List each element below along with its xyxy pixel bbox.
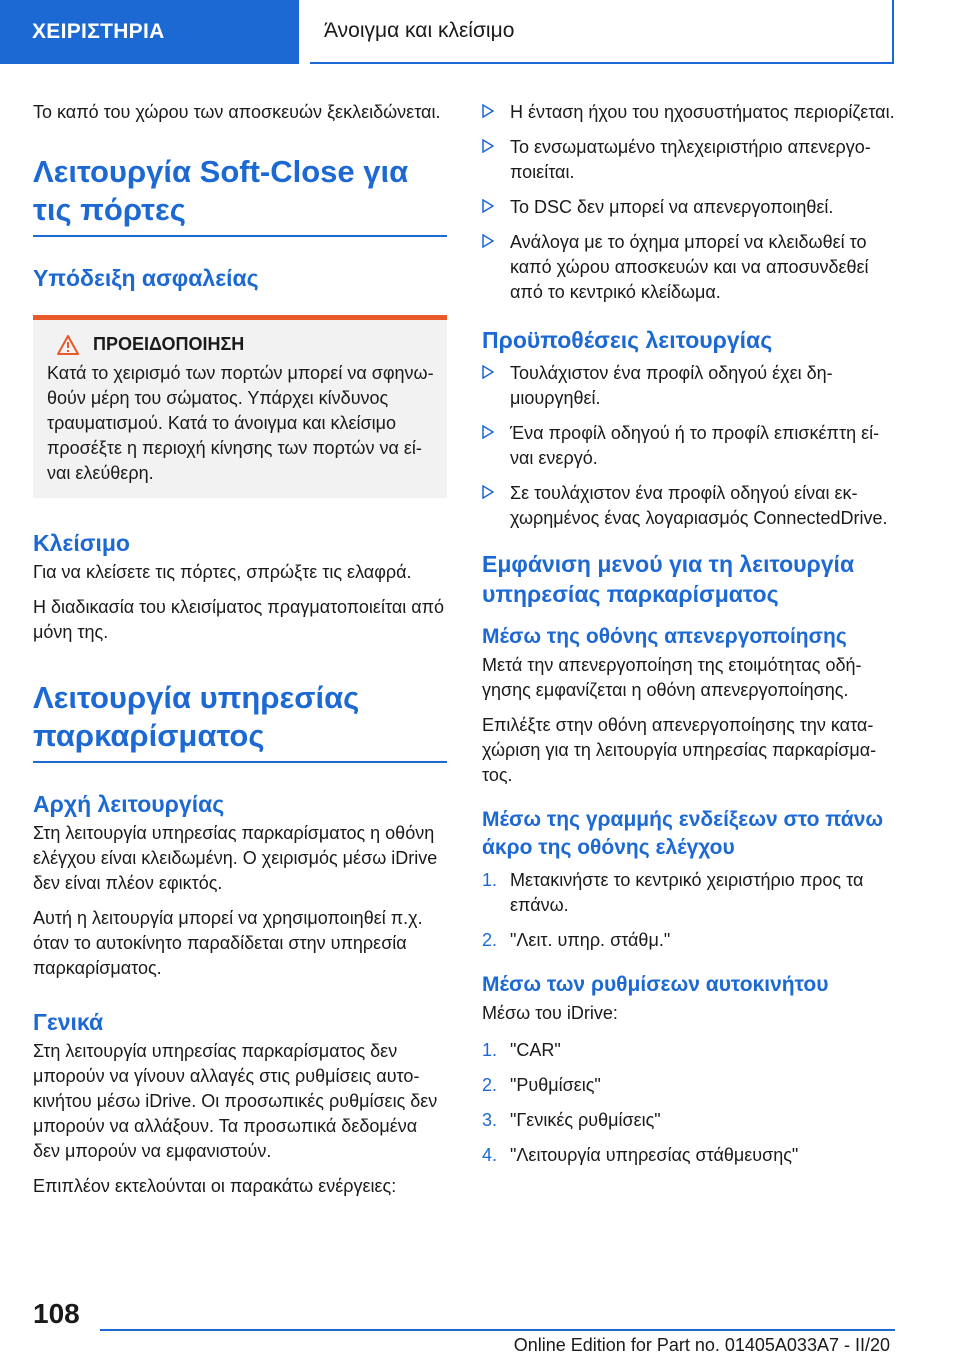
- list-item-text: Το DSC δεν μπορεί να απενεργοποιηθεί.: [510, 197, 834, 217]
- settings-steps: [482, 1038, 895, 1168]
- list-item-text: Ανάλογα με το όχημα μπορεί να κλειδωθεί το καπό χώρου αποσκευών και να αποσυνδεθεί από το κεντρικό κλείδωμα.: [510, 232, 869, 302]
- warning-box: [33, 315, 447, 498]
- principle-paragraph-1: Στη λειτουργία υπηρεσίας παρκαρίσματος η οθόνη ελέγχου είναι κλειδωμένη. Ο χειρισμός μέσω iDrive δεν είναι πλέον εφικτός.: [33, 823, 438, 893]
- list-item-text: Ένα προφίλ οδηγού ή το προφίλ επισκέπτη είναι ενεργό.: [510, 423, 880, 468]
- list-item: [482, 195, 895, 220]
- triangle-bullet-icon: [482, 365, 494, 379]
- warning-text: Κατά το χειρισμό των πορτών μπορεί να σφηνωθούν μέρη του σώματος. Υπάρχει κίνδυνος τραυματισμού. Κατά το άνοιγμα και κλείσιμο προσέξτε η περιοχή κίνησης των πορτών να είναι ελεύθερη.: [47, 363, 434, 483]
- triangle-bullet-icon: [482, 485, 494, 499]
- principle-paragraph-2: Αυτή η λειτουργία μπορεί να χρησιμοποιηθεί π.χ. όταν το αυτοκίνητο παραδίδεται στην υπηρεσία παρκαρίσματος.: [33, 908, 423, 978]
- step-text: "Λειτ. υπηρ. στάθμ.": [510, 930, 671, 950]
- warning-triangle-icon: [57, 335, 79, 355]
- closing-paragraph-1: Για να κλείσετε τις πόρτες, σπρώξτε τις ελαφρά.: [33, 562, 412, 582]
- list-item-text: Τουλάχιστον ένα προφίλ οδηγού έχει δημιουργηθεί.: [510, 363, 833, 408]
- chapter-title: Άνοιγμα και κλείσιμο: [310, 0, 894, 64]
- prerequisites-list: [482, 361, 895, 531]
- page-header: [0, 0, 960, 64]
- step-text: Μετακινήστε το κεντρικό χειριστήριο προς τα επάνω.: [510, 870, 864, 915]
- heading-valet-service: Λειτουργία υπηρεσίας παρκαρίσματος: [33, 679, 447, 763]
- warning-header: [57, 334, 435, 355]
- heading-prerequisites: Προϋποθέσεις λειτουργίας: [482, 327, 773, 353]
- step-number: 1.: [482, 1040, 498, 1060]
- list-item: [482, 135, 895, 185]
- heading-via-screen: Μέσω της οθόνης απενεργοποίησης: [482, 625, 847, 648]
- list-item: [482, 421, 895, 471]
- screen-paragraph-2: Επιλέξτε στην οθόνη απενεργοποίησης την καταχώριση για τη λειτουργία υπηρεσίας παρκαρίσματος.: [482, 715, 877, 785]
- step-text: "CAR": [510, 1040, 561, 1060]
- step-text: "Λειτουργία υπηρεσίας στάθμευσης": [510, 1145, 799, 1165]
- list-item: [482, 1108, 895, 1133]
- warning-title: ΠΡΟΕΙΔΟΠΟΙΗΣΗ: [93, 334, 245, 354]
- section-tab: ΧΕΙΡΙΣΤΗΡΙΑ: [0, 0, 299, 64]
- triangle-bullet-icon: [482, 425, 494, 439]
- general-paragraph-1: Στη λειτουργία υπηρεσίας παρκαρίσματος δεν μπορούν να γίνουν αλλαγές στις ρυθμίσεις αυτοκινήτου μέσω iDrive. Οι προσωπικές ρυθμίσεις δεν μπορούν να αλλάξουν. Τα προσωπικά δεδομένα δεν μπορούν να εμφανιστούν.: [33, 1041, 438, 1161]
- step-number: 1.: [482, 870, 498, 890]
- list-item: [482, 481, 895, 531]
- edition-note: Online Edition for Part no. 01405A033A7 - II/20: [513, 1335, 890, 1355]
- list-item-text: Σε τουλάχιστον ένα προφίλ οδηγού είναι εκχωρημένος ένας λογαριασμός ConnectedDrive.: [510, 483, 888, 528]
- step-text: "Ρυθμίσεις": [510, 1075, 601, 1095]
- triangle-bullet-icon: [482, 104, 494, 118]
- list-item: [482, 868, 895, 918]
- step-number: 2.: [482, 930, 498, 950]
- heading-safety-note: Υπόδειξη ασφαλείας: [33, 265, 259, 291]
- heading-via-status-bar: Μέσω της γραμμής ενδείξεων στο πάνω άκρο της οθόνης ελέγχου: [482, 808, 884, 859]
- step-number: 4.: [482, 1145, 498, 1165]
- left-column: [33, 100, 447, 1209]
- heading-menu-display: Εμφάνιση μενού για τη λειτουργία υπηρεσίας παρκαρίσματος: [482, 551, 855, 607]
- heading-soft-close: Λειτουργία Soft-Close για τις πόρτες: [33, 153, 447, 237]
- list-item-text: Η ένταση ήχου του ηχοσυστήματος περιορίζεται.: [510, 102, 895, 122]
- actions-list: [482, 100, 895, 305]
- step-text: "Γενικές ρυθμίσεις": [510, 1110, 661, 1130]
- intro-paragraph: Το καπό του χώρου των αποσκευών ξεκλειδώνεται.: [33, 102, 441, 122]
- step-number: 3.: [482, 1110, 498, 1130]
- footer-divider: [100, 1329, 895, 1331]
- heading-closing: Κλείσιμο: [33, 530, 130, 556]
- triangle-bullet-icon: [482, 139, 494, 153]
- list-item: [482, 361, 895, 411]
- list-item: [482, 1143, 895, 1168]
- list-item-text: Το ενσωματωμένο τηλεχειριστήριο απενεργοποιείται.: [510, 137, 871, 182]
- list-item: [482, 1038, 895, 1063]
- general-paragraph-2: Επιπλέον εκτελούνται οι παρακάτω ενέργειες:: [33, 1176, 397, 1196]
- list-item: [482, 1073, 895, 1098]
- step-number: 2.: [482, 1075, 498, 1095]
- page-number: 108: [33, 1298, 80, 1329]
- heading-general: Γενικά: [33, 1009, 104, 1035]
- status-bar-steps: [482, 868, 895, 953]
- closing-paragraph-2: Η διαδικασία του κλεισίματος πραγματοποιείται από μόνη της.: [33, 597, 445, 642]
- heading-principle: Αρχή λειτουργίας: [33, 791, 225, 817]
- triangle-bullet-icon: [482, 199, 494, 213]
- triangle-bullet-icon: [482, 234, 494, 248]
- list-item: [482, 100, 895, 125]
- right-column: [482, 100, 895, 1182]
- list-item: [482, 230, 895, 305]
- list-item: [482, 928, 895, 953]
- settings-paragraph: Μέσω του iDrive:: [482, 1003, 618, 1023]
- heading-via-settings: Μέσω των ρυθμίσεων αυτοκινήτου: [482, 973, 829, 996]
- screen-paragraph-1: Μετά την απενεργοποίηση της ετοιμότητας οδήγησης εμφανίζεται η οθόνη απενεργοποίησης.: [482, 655, 862, 700]
